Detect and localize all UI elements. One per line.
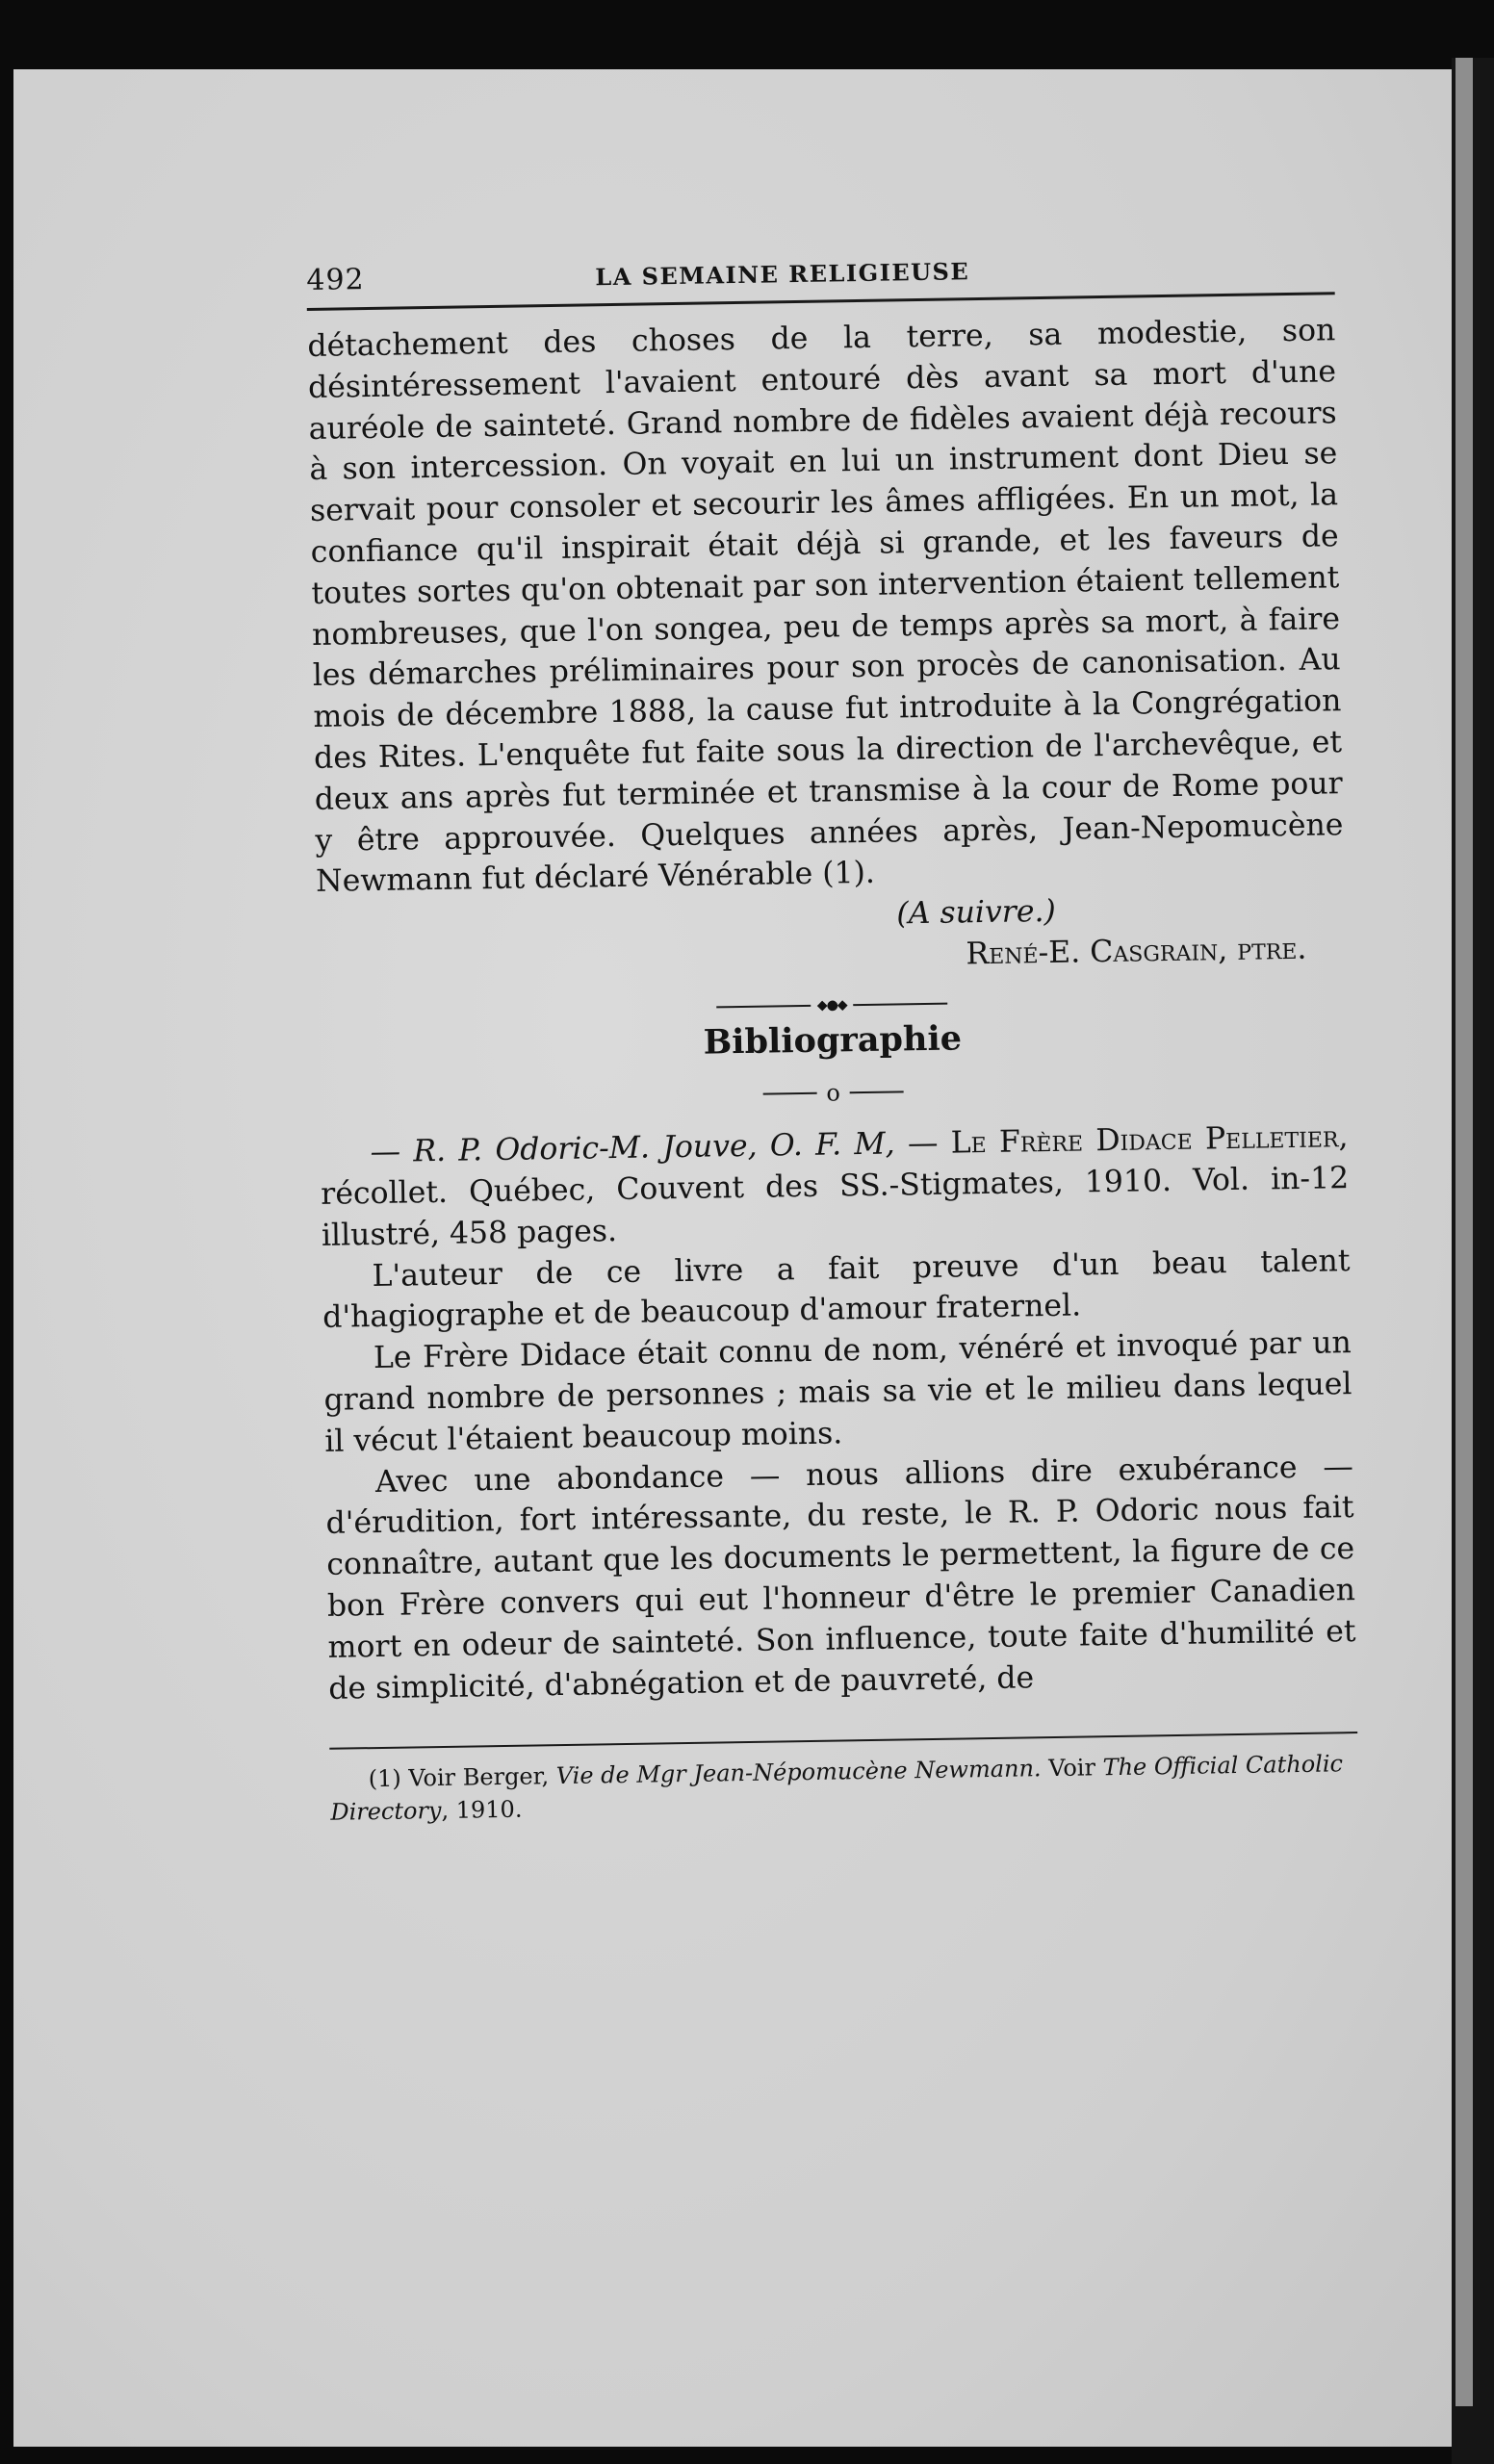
footnote-rule <box>329 1732 1357 1750</box>
entry-book-title: Le Frère Didace Pelletier <box>950 1119 1339 1161</box>
author-signature: René-E. Casgrain, ptre. <box>966 931 1307 972</box>
separator-circle: o <box>826 1079 841 1107</box>
adjacent-page-edge <box>1455 58 1473 2406</box>
bibliography-title: Bibliographie <box>703 1018 963 1063</box>
small-separator <box>319 1069 1347 1116</box>
entry-dash: — <box>907 1126 939 1162</box>
footnote-directory-title: The Official Catholic Directory <box>330 1750 1344 1827</box>
footnote-see-also: Voir <box>1047 1754 1096 1783</box>
to-be-continued: (A suivre.) <box>896 894 1057 932</box>
footnote-year: , 1910. <box>441 1796 523 1825</box>
running-title: LA SEMAINE RELIGIEUSE <box>595 257 970 292</box>
separator-dash-right <box>850 1091 904 1094</box>
entry-details: , récollet. Québec, Couvent des SS.-Stigmates, 1910. Vol. in-12 illustré, 458 pages. <box>320 1119 1350 1253</box>
ornament-knot-icon: ◆●◆ <box>816 997 847 1014</box>
article-body <box>307 310 1356 1709</box>
entry-author: — R. P. Odoric-M. Jouve, O. F. M, <box>370 1126 895 1170</box>
page-content <box>306 244 1359 1852</box>
ornament-line-left <box>716 1005 811 1009</box>
article-paragraph: détachement des choses de la terre, sa modestie, son désintéressement l'avaient entouré dès avant sa mort d'une auréole de sainteté. Grand nombre de fidèles avaient déjà recours à son intercession. On voyait en lui un instrument dont Dieu se servait pour consoler et secourir les âmes affligées. En un mot, la confiance qu'il inspirait était déjà si grande, et les faveurs de toutes sortes qu'on obtenait par son intervention étaient tellement nombreuses, que l'on songea, peu de temps après sa mort, à faire les démarches préliminaires pour son procès de canonisation. Au mois de décembre 1888, la cause fut introduite à la Congrégation des Rites. L'enquête fut faite sous la direction de l'archevêque, et deux ans après fut terminée et transmise à la cour de Rome pour y être approuvée. Quelques années après, Jean-Nepomucène Newmann fut déclaré Vénérable (1). <box>307 313 1344 900</box>
review-paragraph-2: Le Frère Didace était connu de nom, vénéré et invoqué par un grand nombre de personnes ; mais sa vie et le milieu dans lequel il vécut l'étaient beaucoup moins. <box>323 1325 1352 1459</box>
footnote <box>330 1747 1359 1829</box>
section-ornament <box>716 996 947 1014</box>
ornament-line-right <box>853 1002 947 1006</box>
footnote-work-title: Vie de Mgr Jean-Népomucène Newmann. <box>555 1755 1042 1790</box>
footnote-marker: (1) Voir Berger, <box>368 1762 550 1793</box>
review-paragraph-1: L'auteur de ce livre a fait preuve d'un beau talent d'hagiographe et de beaucoup d'amour fraternel. <box>322 1243 1351 1336</box>
separator-dash-left <box>762 1092 816 1095</box>
page-number: 492 <box>306 263 365 297</box>
review-paragraph-3: Avec une abondance — nous allions dire exubérance — d'érudition, fort intéressante, du reste, le R. P. Odoric nous fait connaître, autant que les documents le permettent, la figure de ce bon Frère convers qui eut l'honneur d'être le premier Canadien mort en odeur de sainteté. Son influence, toute faite d'humilité et de simplicité, d'abnégation et de pauvreté, de <box>325 1449 1356 1707</box>
bibliography-entry <box>320 1116 1350 1256</box>
